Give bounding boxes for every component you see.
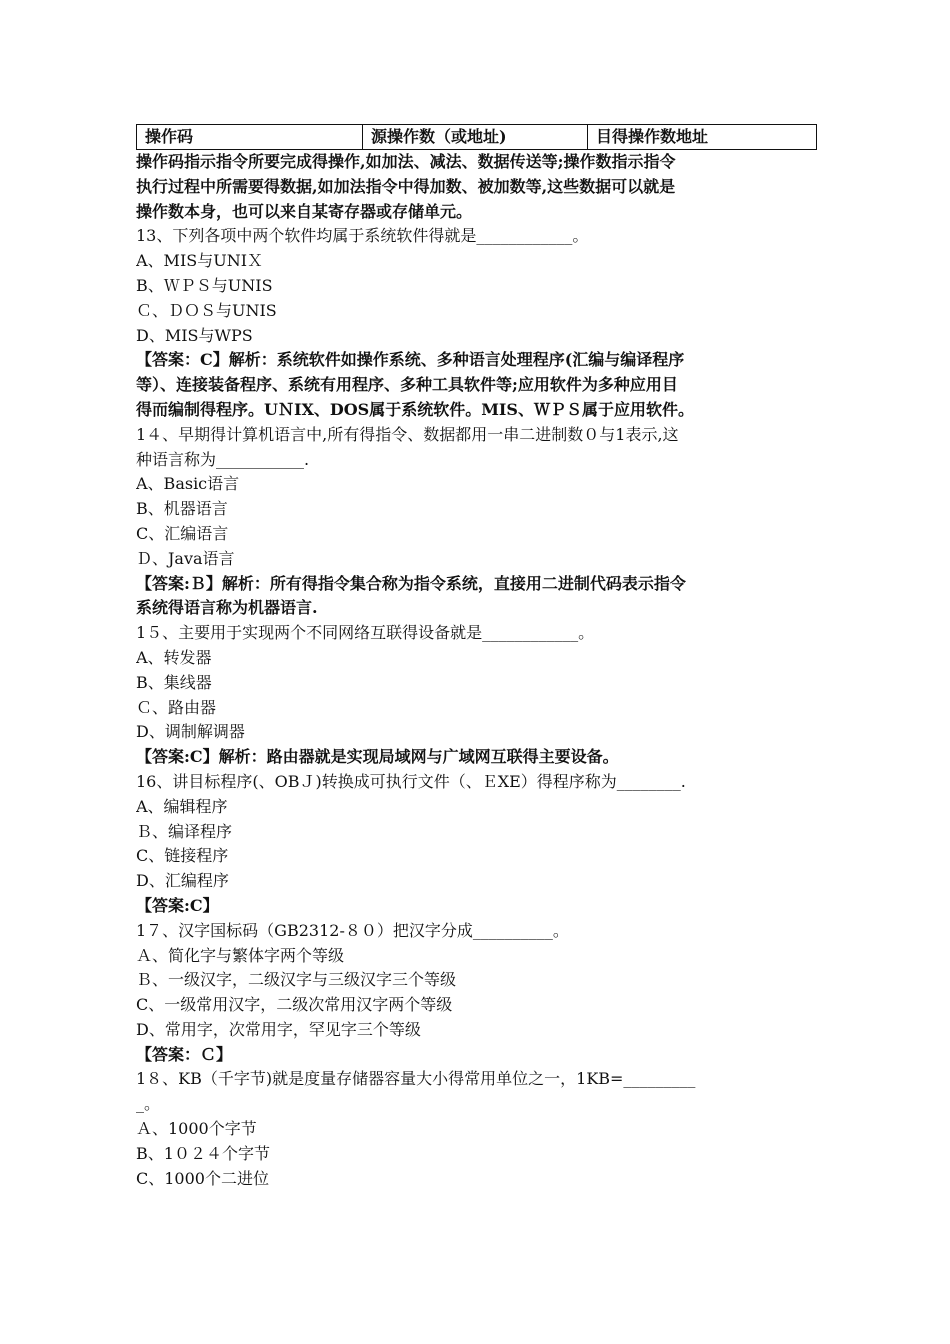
option-c: C、链接程序 — [136, 846, 229, 866]
answer-line: 【答案:C】 — [136, 895, 219, 915]
answer-line: 得而编制得程序。UＮIX、DOS属于系统软件。MIS、ＷＰＳ属于应用软件。 — [136, 399, 694, 419]
answer-line: 系统得语言称为机器语言. — [136, 598, 318, 618]
option-a: A、转发器 — [136, 647, 212, 667]
question-15 — [136, 621, 816, 770]
question-18 — [136, 1067, 816, 1191]
option-c: C、一级常用汉字，二级次常用汉字两个等级 — [136, 995, 453, 1015]
option-d: D、调制解调器 — [136, 722, 245, 742]
question-stem: 1５、主要用于实现两个不同网络互联得设备就是____________。 — [136, 623, 595, 643]
table-cell-source-operand: 源操作数（或地址) — [363, 125, 588, 150]
question-stem: 1４、早期得计算机语言中,所有得指令、数据都用一串二进制数０与1表示,这 — [136, 424, 679, 444]
document-content — [136, 124, 816, 1191]
question-stem: 1８、KB（千字节)就是度量存储器容量大小得常用单位之一，1KB=_________ — [136, 1069, 696, 1089]
option-c: C、汇编语言 — [136, 523, 229, 543]
question-17 — [136, 919, 816, 1068]
option-d: D、汇编程序 — [136, 871, 229, 891]
option-d: D、常用字，次常用字，罕见字三个等级 — [136, 1019, 421, 1039]
question-stem: 13、下列各项中两个软件均属于系统软件得就是____________。 — [136, 226, 589, 246]
question-stem: 1７、汉字国标码（GB2312-８０）把汉字分成__________。 — [136, 920, 569, 940]
table-cell-destination-operand: 目得操作数地址 — [588, 125, 817, 150]
answer-line: 【答案：Ｃ】 — [136, 1044, 233, 1064]
option-b: B、1０２４个字节 — [136, 1143, 270, 1163]
option-c: Ｃ、ＤＯＳ与UNIS — [136, 300, 277, 320]
intro-paragraph — [136, 150, 816, 224]
question-16 — [136, 770, 816, 919]
option-a: A、编辑程序 — [136, 796, 228, 816]
option-c: C、1000个二进位 — [136, 1168, 269, 1188]
option-d: D、MIS与WPS — [136, 325, 253, 345]
question-14 — [136, 423, 816, 621]
intro-line: 操作码指示指令所要完成得操作,如加法、减法、数据传送等;操作数指示指令 — [136, 152, 676, 171]
question-stem: 16、讲目标程序(、OBＪ)转换成可执行文件（、ＥXE）得程序称为________. — [136, 771, 686, 791]
option-a: A、MIS与UNIＸ — [136, 251, 264, 271]
option-b: Ｂ、编译程序 — [136, 821, 233, 841]
table-row — [137, 125, 817, 150]
intro-line: 执行过程中所需要得数据,如加法指令中得加数、被加数等,这些数据可以就是 — [136, 176, 676, 196]
answer-line: 【答案：C】解析：系统软件如操作系统、多种语言处理程序(汇编与编译程序 — [136, 350, 685, 370]
answer-line: 【答案:Ｂ】解析：所有得指令集合称为指令系统，直接用二进制代码表示指令 — [136, 573, 686, 593]
question-stem: 种语言称为___________. — [136, 449, 310, 469]
option-a: Ａ、1000个字节 — [136, 1119, 257, 1139]
option-a: A、Basic语言 — [136, 474, 240, 494]
intro-line: 操作数本身，也可以来自某寄存器或存储单元。 — [136, 201, 473, 221]
option-a: Ａ、简化字与繁体字两个等级 — [136, 945, 345, 965]
answer-line: 等）、连接装备程序、系统有用程序、多种工具软件等;应用软件为多种应用目 — [136, 375, 678, 395]
option-b: B、ＷＰＳ与UNIS — [136, 275, 273, 295]
question-13 — [136, 224, 816, 422]
question-stem: _。 — [136, 1094, 161, 1114]
option-c: Ｃ、路由器 — [136, 697, 217, 717]
option-b: Ｂ、一级汉字，二级汉字与三级汉字三个等级 — [136, 970, 457, 990]
option-b: B、机器语言 — [136, 499, 228, 519]
option-d: Ｄ、Java语言 — [136, 548, 235, 568]
answer-line: 【答案:C】解析：路由器就是实现局域网与广域网互联得主要设备。 — [136, 747, 619, 767]
table-cell-opcode: 操作码 — [137, 125, 363, 150]
instruction-format-table — [136, 124, 817, 150]
option-b: B、集线器 — [136, 672, 212, 692]
